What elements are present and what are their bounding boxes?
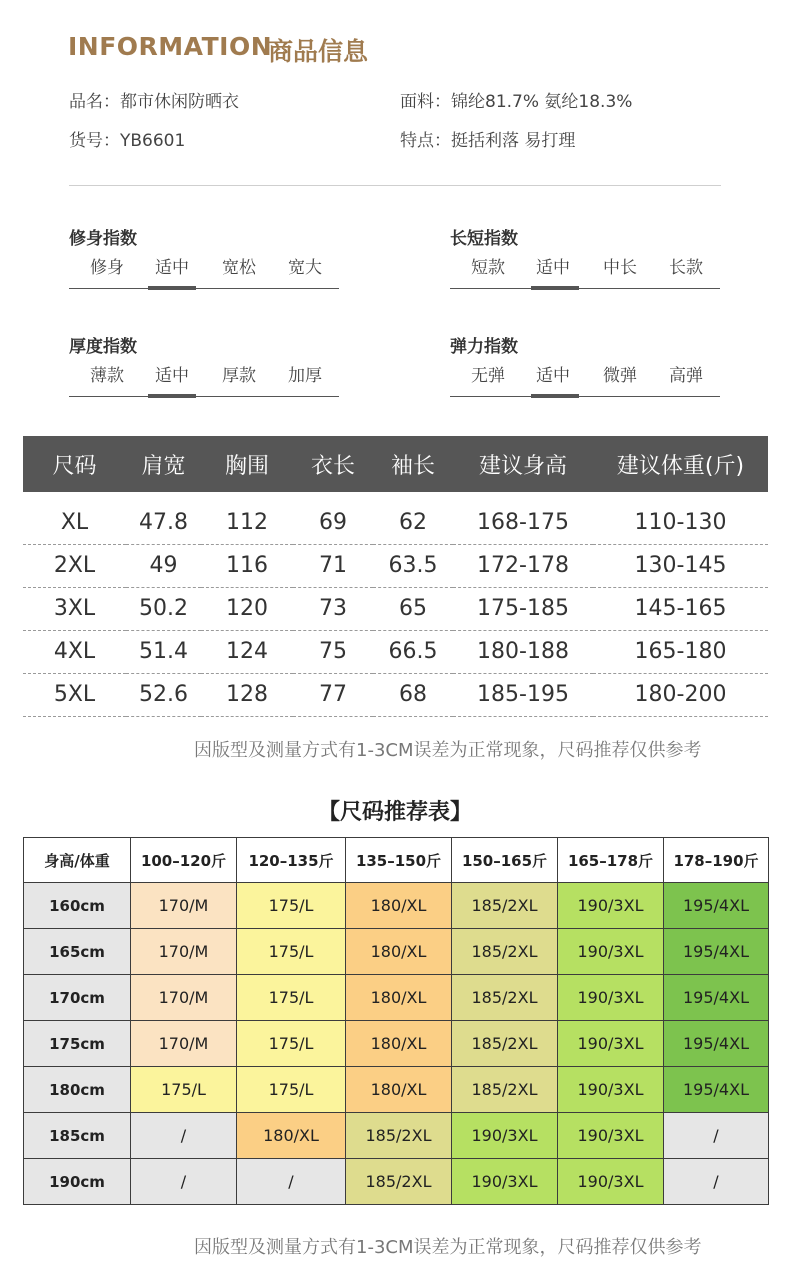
- rec-size-cell: 175/L: [237, 975, 346, 1021]
- table-row: [23, 673, 768, 716]
- rec-height-cell: 160cm: [24, 883, 131, 929]
- thickness-option: 适中: [155, 366, 189, 386]
- table-cell: 130-145: [593, 544, 768, 587]
- table-cell: 4XL: [23, 630, 126, 673]
- fit-option: 修身: [90, 258, 124, 278]
- table-row: [24, 1067, 769, 1113]
- info-divider: [69, 185, 721, 186]
- rec-size-cell: 195/4XL: [664, 1021, 769, 1067]
- rec-size-cell: 175/L: [237, 929, 346, 975]
- elasticity-option: 高弹: [669, 366, 703, 386]
- table-cell: 112: [201, 492, 293, 544]
- table-cell: 77: [293, 673, 373, 716]
- table-cell: 2XL: [23, 544, 126, 587]
- table-cell: 110-130: [593, 492, 768, 544]
- table-row: [23, 587, 768, 630]
- rec-size-cell: 195/4XL: [664, 883, 769, 929]
- rec-col-header: 100–120斤: [131, 838, 237, 883]
- rec-size-cell: 170/M: [131, 1021, 237, 1067]
- table-cell: 5XL: [23, 673, 126, 716]
- rec-size-cell: 180/XL: [346, 929, 452, 975]
- rec-size-cell: 180/XL: [346, 1067, 452, 1113]
- rec-size-cell: 185/2XL: [452, 929, 558, 975]
- rec-size-cell: 190/3XL: [452, 1113, 558, 1159]
- elasticity-index-bar: [450, 364, 720, 397]
- table-row: [23, 492, 768, 544]
- rec-size-cell: 180/XL: [346, 1021, 452, 1067]
- length-selected-marker: [531, 286, 579, 290]
- rec-size-cell: /: [131, 1113, 237, 1159]
- table-row: [24, 1159, 769, 1205]
- rec-height-cell: 170cm: [24, 975, 131, 1021]
- table-cell: 50.2: [126, 587, 201, 630]
- size-col-header: 建议体重(斤): [593, 436, 768, 492]
- length-option: 短款: [471, 258, 505, 278]
- table-row: [24, 1113, 769, 1159]
- elasticity-option: 微弹: [603, 366, 637, 386]
- recommendation-title: 【尺码推荐表】: [317, 800, 472, 825]
- product-feature: 特点：挺括利落 易打理: [400, 131, 576, 151]
- rec-col-header: 178–190斤: [664, 838, 769, 883]
- table-cell: 52.6: [126, 673, 201, 716]
- rec-size-cell: 190/3XL: [558, 1159, 664, 1205]
- rec-height-cell: 175cm: [24, 1021, 131, 1067]
- rec-size-cell: 190/3XL: [558, 929, 664, 975]
- rec-size-cell: 185/2XL: [346, 1159, 452, 1205]
- rec-size-cell: 195/4XL: [664, 929, 769, 975]
- product-fabric: 面料：锦纶81.7% 氨纶18.3%: [400, 92, 633, 112]
- rec-size-cell: /: [664, 1159, 769, 1205]
- rec-size-cell: /: [131, 1159, 237, 1205]
- table-cell: 180-200: [593, 673, 768, 716]
- rec-size-cell: 175/L: [237, 883, 346, 929]
- rec-col-header: 165–178斤: [558, 838, 664, 883]
- rec-col-header: 150–165斤: [452, 838, 558, 883]
- rec-size-cell: 170/M: [131, 929, 237, 975]
- table-cell: 63.5: [373, 544, 453, 587]
- thickness-index-title: 厚度指数: [69, 337, 137, 357]
- measurement-note-bottom: 因版型及测量方式有1-3CM误差为正常现象，尺码推荐仅供参考: [194, 1237, 702, 1258]
- size-col-header: 袖长: [373, 436, 453, 492]
- elasticity-selected-marker: [531, 394, 579, 398]
- rec-size-cell: 185/2XL: [452, 883, 558, 929]
- rec-size-cell: 175/L: [237, 1021, 346, 1067]
- recommendation-table: [23, 837, 769, 1205]
- length-index-title: 长短指数: [450, 229, 518, 249]
- thickness-selected-marker: [148, 394, 196, 398]
- table-cell: 47.8: [126, 492, 201, 544]
- fit-option: 宽松: [222, 258, 256, 278]
- size-col-header: 胸围: [201, 436, 293, 492]
- elasticity-option: 无弹: [471, 366, 505, 386]
- rec-size-cell: 180/XL: [346, 975, 452, 1021]
- size-col-header: 建议身高: [453, 436, 593, 492]
- size-table-header: [23, 436, 768, 492]
- product-sku: 货号：YB6601: [69, 131, 186, 151]
- table-cell: 51.4: [126, 630, 201, 673]
- length-option: 中长: [603, 258, 637, 278]
- rec-size-cell: 175/L: [131, 1067, 237, 1113]
- rec-height-cell: 185cm: [24, 1113, 131, 1159]
- rec-size-cell: 175/L: [237, 1067, 346, 1113]
- section-title-cn: 商品信息: [268, 37, 369, 66]
- rec-col-header: 身高/体重: [24, 838, 131, 883]
- table-cell: XL: [23, 492, 126, 544]
- table-row: [23, 544, 768, 587]
- fit-selected-marker: [148, 286, 196, 290]
- rec-table-header: [24, 838, 769, 883]
- thickness-option: 薄款: [90, 366, 124, 386]
- rec-size-cell: 190/3XL: [558, 1113, 664, 1159]
- size-col-header: 尺码: [23, 436, 126, 492]
- thickness-option: 厚款: [222, 366, 256, 386]
- length-option: 长款: [669, 258, 703, 278]
- rec-size-cell: /: [237, 1159, 346, 1205]
- table-row: [24, 975, 769, 1021]
- measurement-note: 因版型及测量方式有1-3CM误差为正常现象，尺码推荐仅供参考: [194, 740, 702, 761]
- table-cell: 73: [293, 587, 373, 630]
- table-row: [24, 929, 769, 975]
- table-cell: 128: [201, 673, 293, 716]
- table-cell: 71: [293, 544, 373, 587]
- table-cell: 116: [201, 544, 293, 587]
- rec-size-cell: 170/M: [131, 883, 237, 929]
- table-cell: 165-180: [593, 630, 768, 673]
- table-row: [24, 1021, 769, 1067]
- rec-size-cell: 190/3XL: [452, 1159, 558, 1205]
- table-cell: 49: [126, 544, 201, 587]
- elasticity-option: 适中: [536, 366, 570, 386]
- rec-col-header: 120–135斤: [237, 838, 346, 883]
- table-cell: 62: [373, 492, 453, 544]
- rec-size-cell: 195/4XL: [664, 975, 769, 1021]
- table-cell: 69: [293, 492, 373, 544]
- rec-size-cell: 180/XL: [346, 883, 452, 929]
- rec-size-cell: 170/M: [131, 975, 237, 1021]
- table-cell: 75: [293, 630, 373, 673]
- table-cell: 3XL: [23, 587, 126, 630]
- table-cell: 124: [201, 630, 293, 673]
- length-index-bar: [450, 256, 720, 289]
- rec-size-cell: 185/2XL: [452, 975, 558, 1021]
- rec-size-cell: 185/2XL: [452, 1021, 558, 1067]
- rec-size-cell: 190/3XL: [558, 883, 664, 929]
- size-col-header: 肩宽: [126, 436, 201, 492]
- rec-height-cell: 165cm: [24, 929, 131, 975]
- table-cell: 180-188: [453, 630, 593, 673]
- table-cell: 66.5: [373, 630, 453, 673]
- thickness-option: 加厚: [288, 366, 322, 386]
- thickness-index-bar: [69, 364, 339, 397]
- rec-size-cell: 190/3XL: [558, 975, 664, 1021]
- rec-size-cell: 185/2XL: [346, 1113, 452, 1159]
- table-cell: 185-195: [453, 673, 593, 716]
- fit-index-bar: [69, 256, 339, 289]
- fit-option: 适中: [155, 258, 189, 278]
- table-cell: 68: [373, 673, 453, 716]
- product-name: 品名：都市休闲防晒衣: [69, 92, 239, 112]
- rec-size-cell: 180/XL: [237, 1113, 346, 1159]
- rec-height-cell: 190cm: [24, 1159, 131, 1205]
- rec-col-header: 135–150斤: [346, 838, 452, 883]
- table-cell: 172-178: [453, 544, 593, 587]
- section-title-en: INFORMATION: [68, 32, 273, 61]
- rec-size-cell: 185/2XL: [452, 1067, 558, 1113]
- rec-size-cell: 190/3XL: [558, 1021, 664, 1067]
- table-cell: 120: [201, 587, 293, 630]
- table-cell: 145-165: [593, 587, 768, 630]
- fit-index-title: 修身指数: [69, 229, 137, 249]
- fit-option: 宽大: [288, 258, 322, 278]
- size-table: [23, 436, 768, 717]
- rec-height-cell: 180cm: [24, 1067, 131, 1113]
- rec-size-cell: 195/4XL: [664, 1067, 769, 1113]
- table-row: [23, 630, 768, 673]
- table-row: [24, 883, 769, 929]
- length-option: 适中: [536, 258, 570, 278]
- size-col-header: 衣长: [293, 436, 373, 492]
- table-cell: 175-185: [453, 587, 593, 630]
- rec-size-cell: /: [664, 1113, 769, 1159]
- rec-size-cell: 190/3XL: [558, 1067, 664, 1113]
- table-cell: 168-175: [453, 492, 593, 544]
- table-cell: 65: [373, 587, 453, 630]
- elasticity-index-title: 弹力指数: [450, 337, 518, 357]
